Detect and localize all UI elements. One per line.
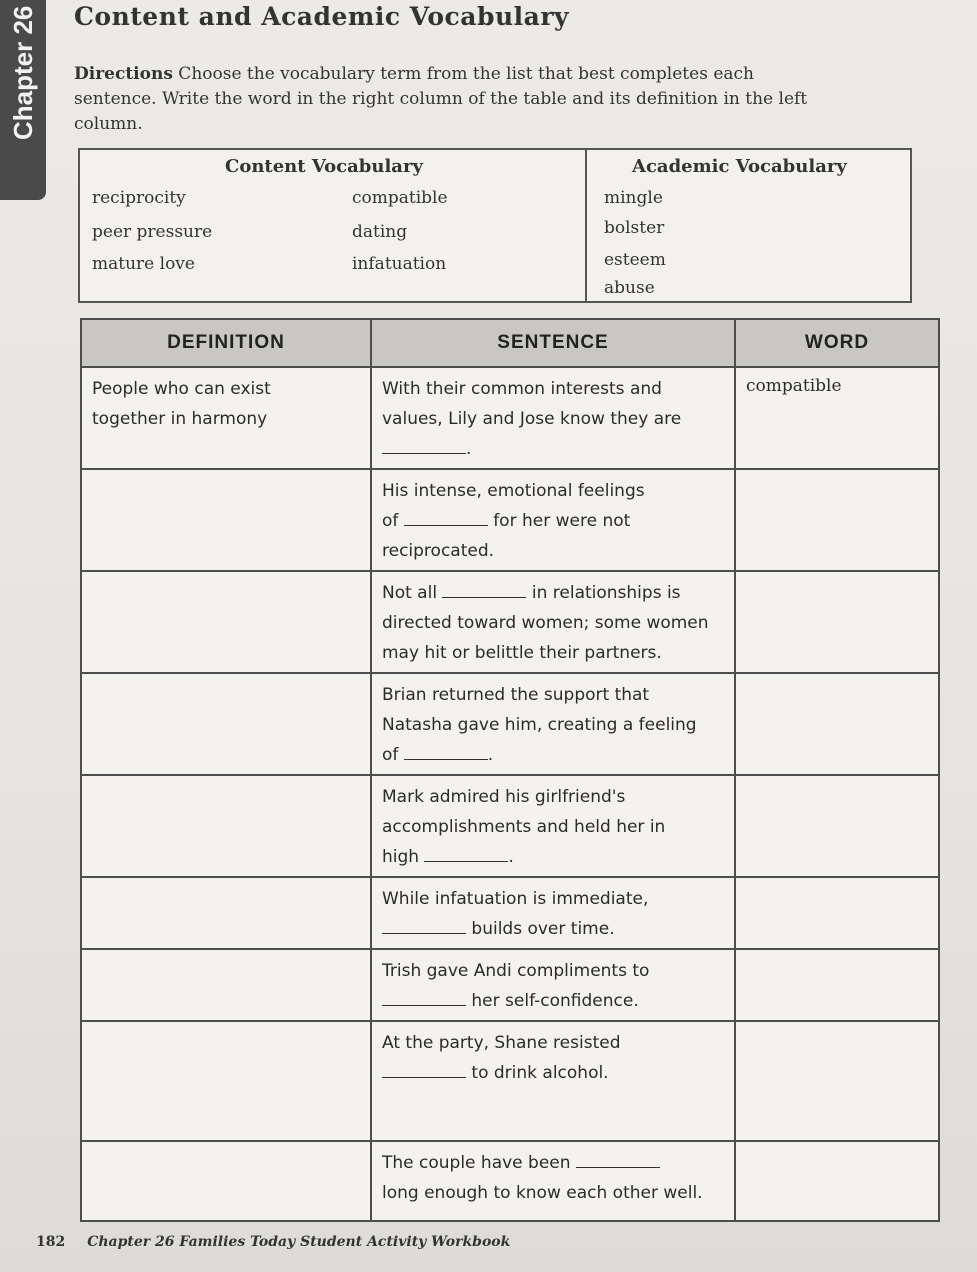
sentence-text: her self-confidence. — [466, 991, 639, 1011]
sentence-cell — [371, 1141, 735, 1221]
answer-blank[interactable] — [382, 1061, 466, 1078]
vocab-term: dating — [352, 222, 408, 242]
answer-blank[interactable] — [382, 917, 466, 934]
sentence-text: . — [487, 745, 494, 765]
sentence-cell — [371, 571, 735, 673]
word-text — [736, 572, 938, 588]
word-text — [736, 674, 938, 690]
table-row — [81, 1141, 939, 1221]
word-text — [736, 776, 938, 792]
definition-text: People who can exist together in harmony — [92, 379, 271, 429]
word-text — [736, 1022, 938, 1038]
directions — [74, 62, 834, 137]
sentence-cell — [371, 367, 735, 469]
word-text — [736, 878, 938, 894]
chapter-tab-label: Chapter 26 — [8, 6, 38, 141]
academic-vocabulary-heading: Academic Vocabulary — [632, 156, 847, 177]
sentence-text: for her were not reciprocated. — [382, 511, 631, 561]
definition-text — [82, 674, 370, 684]
table-header-row — [81, 319, 939, 367]
table-row — [81, 367, 939, 469]
sentence-column-header: SENTENCE — [371, 319, 735, 367]
answer-blank[interactable] — [442, 581, 526, 598]
word-cell[interactable] — [735, 949, 939, 1021]
definition-cell[interactable] — [81, 1021, 371, 1141]
sentence-text: With their common interests and values, Lily and Jose know they are — [382, 379, 682, 429]
answer-blank[interactable] — [424, 845, 508, 862]
definition-text — [82, 776, 370, 786]
definition-cell[interactable] — [81, 877, 371, 949]
table-row — [81, 775, 939, 877]
definition-text — [82, 1142, 370, 1152]
definition-column-header: DEFINITION — [81, 319, 371, 367]
vocab-term: infatuation — [352, 254, 447, 274]
sentence-cell — [371, 949, 735, 1021]
footer-text: Chapter 26 Families Today Student Activity Workbook — [87, 1234, 511, 1250]
table-row — [81, 949, 939, 1021]
definition-text — [82, 572, 370, 582]
word-cell[interactable] — [735, 571, 939, 673]
answer-blank[interactable] — [404, 509, 488, 526]
content-vocabulary-heading: Content Vocabulary — [225, 156, 423, 177]
word-cell[interactable] — [735, 469, 939, 571]
sentence-text: long enough to know each other well. — [382, 1183, 703, 1203]
sentence-text: The couple have been — [382, 1153, 576, 1173]
answer-blank[interactable] — [404, 743, 488, 760]
table-row — [81, 571, 939, 673]
answer-blank[interactable] — [382, 437, 466, 454]
sentence-text: Not all — [382, 583, 443, 603]
vocab-divider — [585, 150, 587, 301]
word-cell[interactable] — [735, 775, 939, 877]
definition-cell[interactable] — [81, 949, 371, 1021]
sentence-cell — [371, 775, 735, 877]
definition-text — [82, 470, 370, 480]
word-text — [736, 950, 938, 966]
vocabulary-table — [80, 318, 940, 1222]
definition-text — [82, 1022, 370, 1032]
word-cell[interactable] — [735, 877, 939, 949]
word-cell[interactable] — [735, 1141, 939, 1221]
directions-label: Directions — [74, 64, 173, 84]
page-title: Content and Academic Vocabulary — [74, 2, 570, 31]
vocab-term: mature love — [92, 254, 195, 274]
sentence-text: builds over time. — [466, 919, 615, 939]
table-row — [81, 469, 939, 571]
sentence-text: . — [508, 847, 514, 867]
table-row — [81, 673, 939, 775]
definition-cell[interactable] — [81, 571, 371, 673]
definition-text — [82, 878, 370, 888]
answer-blank[interactable] — [382, 989, 466, 1006]
sentence-text: While infatuation is immediate, — [382, 889, 649, 909]
vocab-term: esteem — [604, 250, 666, 270]
word-text: compatible — [746, 376, 842, 396]
table-row — [81, 1021, 939, 1141]
vocab-term: bolster — [604, 218, 665, 238]
directions-text: Choose the vocabulary term from the list that best completes each sentence. Write the word in the right column of the table and its definition in the left column. — [74, 64, 808, 134]
vocab-term: peer pressure — [92, 222, 213, 242]
table-row — [81, 877, 939, 949]
word-cell[interactable] — [735, 673, 939, 775]
sentence-cell — [371, 877, 735, 949]
word-cell[interactable] — [735, 1021, 939, 1141]
sentence-text: in relationships is directed toward women; some women may hit or belittle their partners. — [382, 583, 709, 663]
word-cell[interactable] — [735, 367, 939, 469]
definition-text — [82, 950, 370, 960]
sentence-cell — [371, 673, 735, 775]
sentence-text: to drink alcohol. — [466, 1063, 609, 1083]
vocab-term: abuse — [604, 278, 655, 298]
chapter-tab — [0, 0, 46, 200]
definition-cell[interactable] — [81, 1141, 371, 1221]
definition-cell[interactable] — [81, 367, 371, 469]
sentence-text: At the party, Shane resisted — [382, 1033, 621, 1053]
sentence-text: His intense, emotional feelings of — [382, 481, 645, 531]
word-column-header: WORD — [735, 319, 939, 367]
definition-cell[interactable] — [81, 775, 371, 877]
sentence-cell — [371, 469, 735, 571]
definition-cell[interactable] — [81, 673, 371, 775]
vocab-term: reciprocity — [92, 188, 186, 208]
vocab-term: compatible — [352, 188, 448, 208]
page-number: 182 — [36, 1234, 66, 1250]
vocabulary-box — [78, 148, 912, 303]
sentence-text: Brian returned the support that Natasha gave him, creating a feeling of — [382, 685, 697, 765]
sentence-text: Mark admired his girlfriend's accomplishments and held her in high — [382, 787, 666, 867]
answer-blank[interactable] — [576, 1151, 660, 1168]
word-text — [736, 1142, 938, 1158]
vocab-term: mingle — [604, 188, 663, 208]
sentence-text: Trish gave Andi compliments to — [382, 961, 650, 981]
definition-cell[interactable] — [81, 469, 371, 571]
page-footer — [36, 1234, 510, 1250]
sentence-text: . — [466, 439, 472, 459]
sentence-cell — [371, 1021, 735, 1141]
word-text — [736, 470, 938, 486]
